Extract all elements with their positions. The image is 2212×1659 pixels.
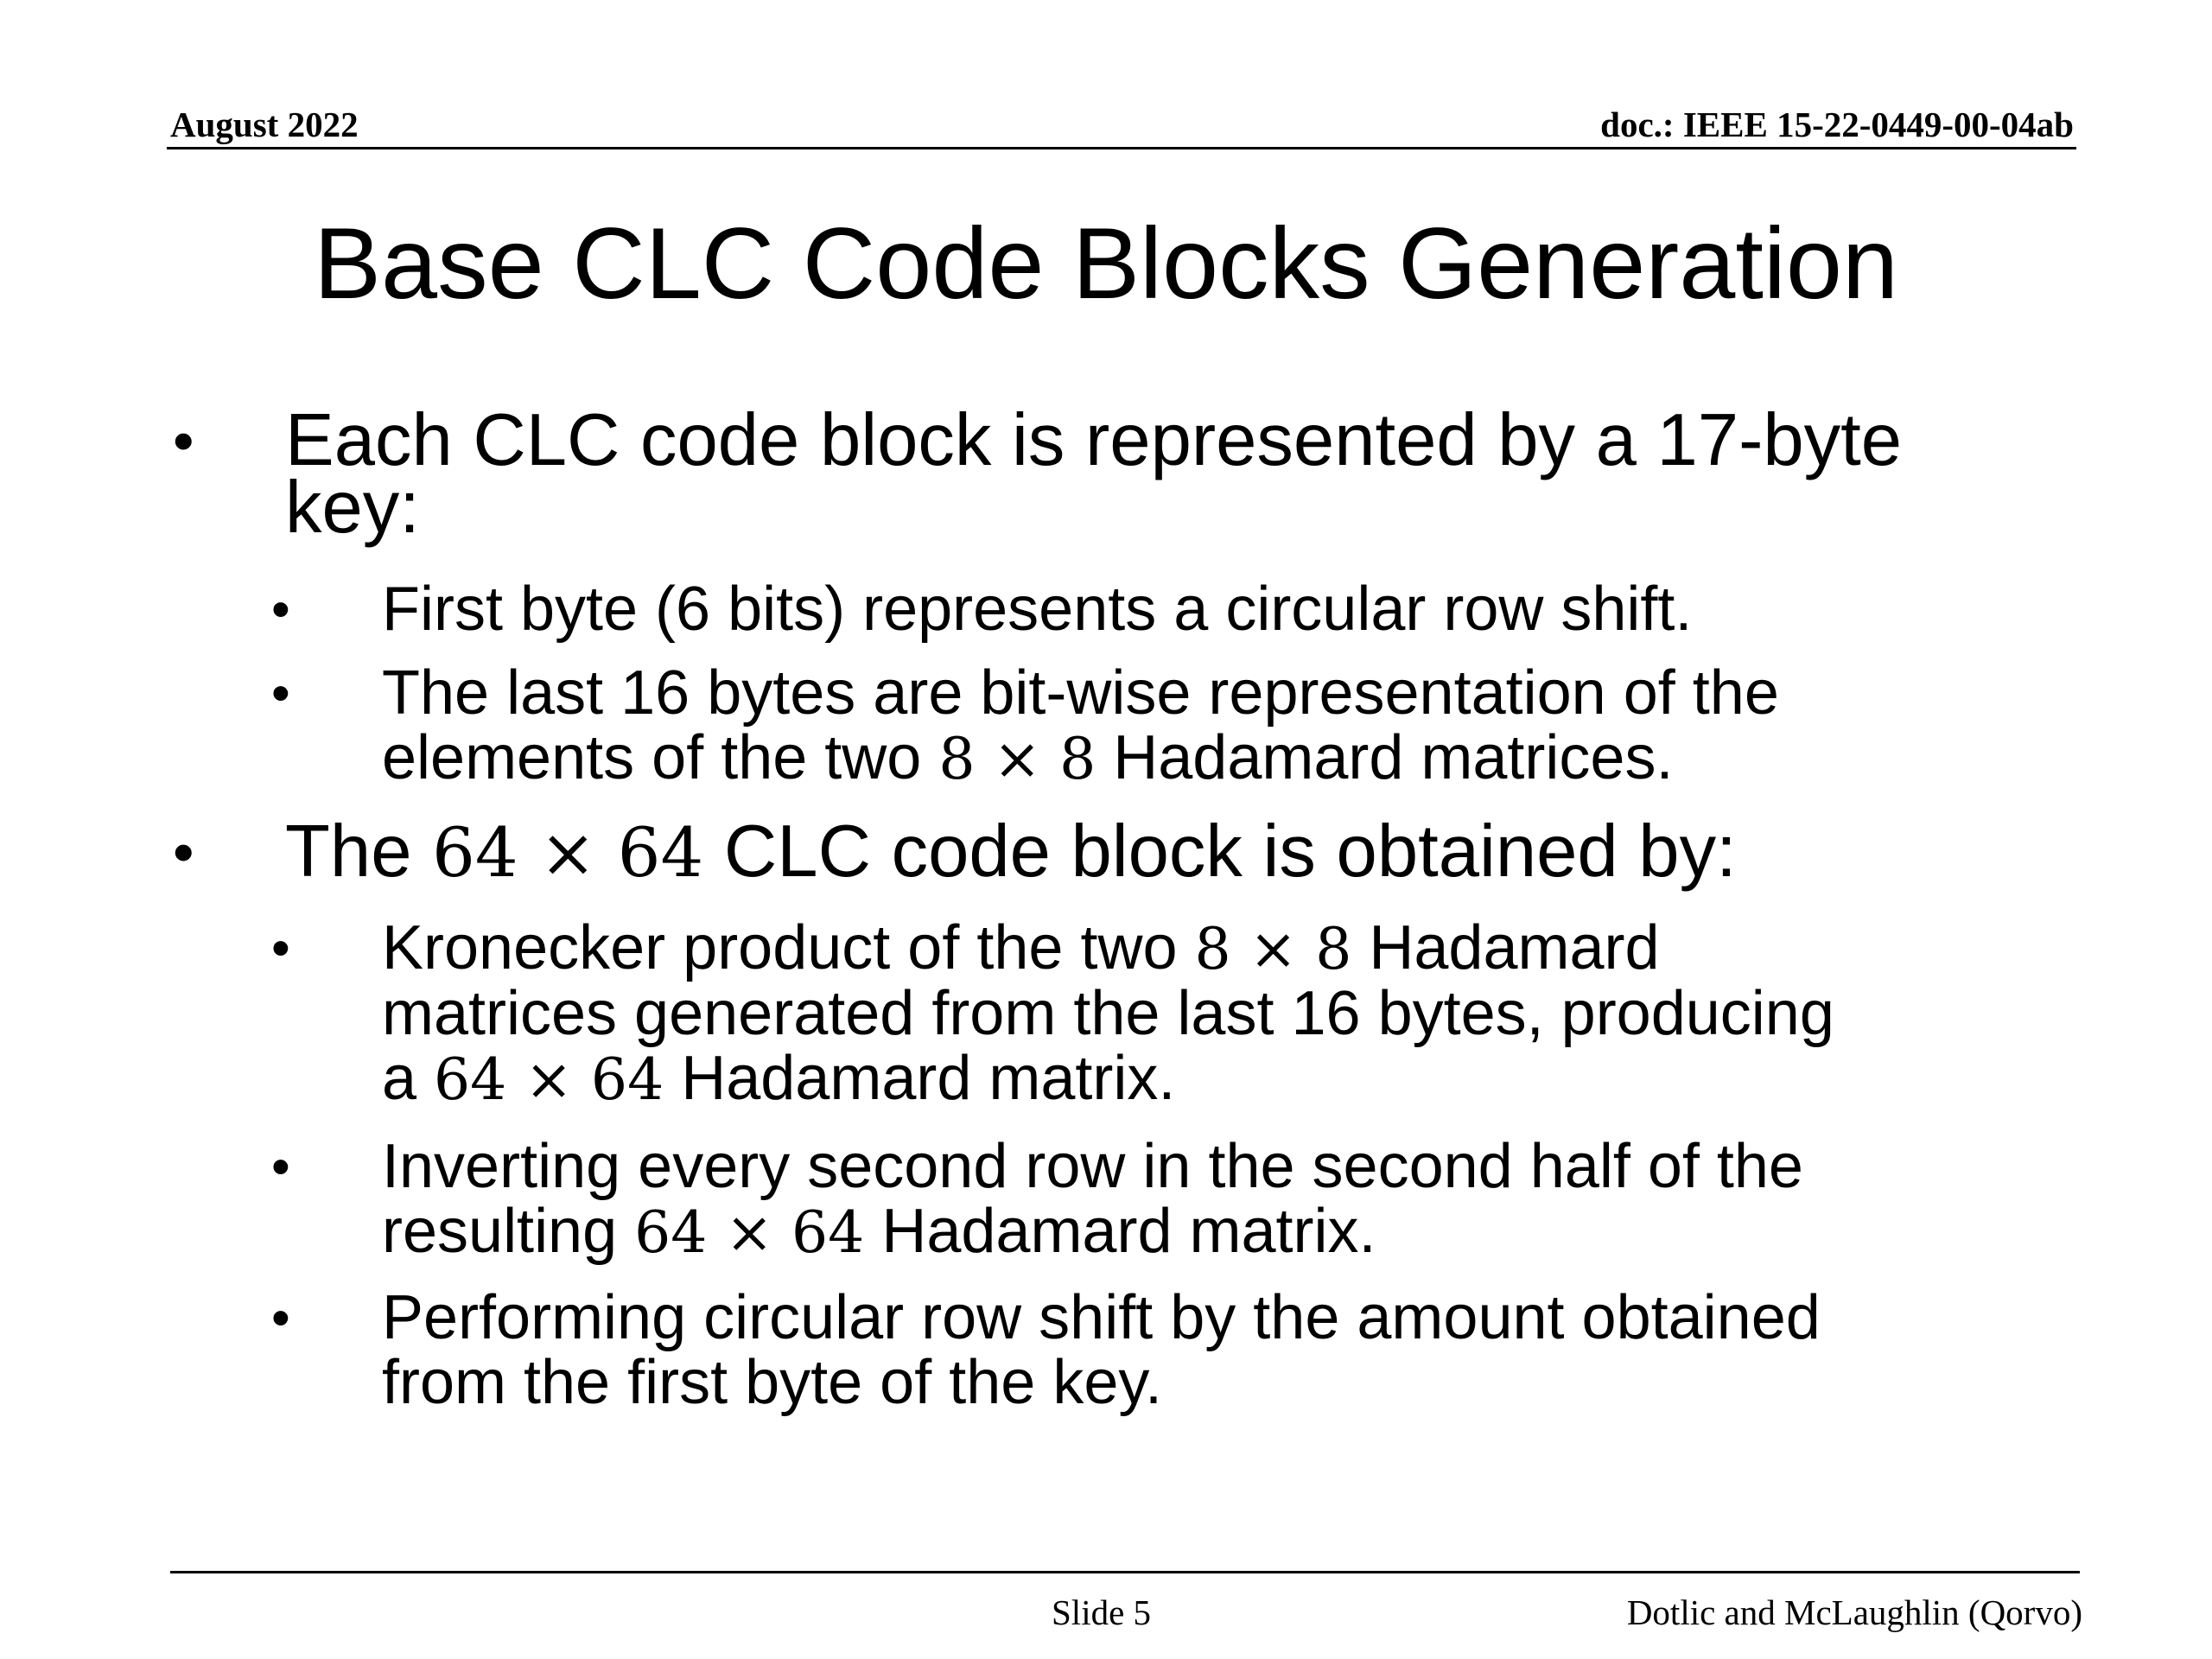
bullet-2-sub-1-line-3: a 64 × 64 Hadamard matrix. [382, 1044, 1176, 1113]
math-expression: 8 × 8 [1194, 916, 1352, 982]
bullet-1-sub-1 [271, 575, 1693, 644]
bullet-2-sub-3-line-2: from the first byte of the key. [382, 1348, 1163, 1417]
header-date: August 2022 [170, 105, 359, 144]
sub-bullet-dot: • [271, 580, 290, 639]
bullet-2-line-1: The 64 × 64 CLC code block is obtained by: [285, 810, 1737, 893]
bullet-2-sub-3-line-1: Performing circular row shift by the amount obtained [382, 1283, 1821, 1352]
bullet-2-sub-2-line-1: Inverting every second row in the second half of the [382, 1132, 1803, 1201]
bullet-1-line-2: key: [285, 467, 420, 549]
bullet-1-sub-1-line-1: First byte (6 bits) represents a circular row shift. [382, 575, 1693, 644]
sub-bullet-dot: • [271, 1137, 290, 1197]
sub-bullet-dot: • [271, 918, 290, 978]
bullet-2 [173, 810, 1737, 893]
math-expression: 8 × 8 [938, 726, 1096, 792]
bullet-dot: • [173, 818, 194, 886]
bullet-dot: • [173, 407, 194, 474]
bullet-1-sub-2-line-1: The last 16 bytes are bit-wise representation of the [382, 658, 1779, 728]
sub-bullet-dot: • [271, 664, 290, 723]
bullet-1-line-1: Each CLC code block is represented by a 17-byte [285, 399, 1903, 481]
slide-title: Base CLC Code Blocks Generation [314, 207, 1898, 320]
bullet-2-sub-1 [271, 913, 1834, 1113]
footer-rule [170, 1571, 2080, 1573]
bullet-2-sub-1-line-2: matrices generated from the last 16 bytes, producing [382, 979, 1834, 1048]
math-expression: 64 × 64 [634, 1199, 865, 1266]
bullet-1-sub-2-line-2: elements of the two 8 × 8 Hadamard matrices. [382, 723, 1674, 792]
bullet-2-sub-3 [271, 1283, 1821, 1417]
bullet-1-sub-2 [271, 658, 1779, 792]
bullet-1 [173, 399, 1903, 549]
footer-author: Dotlic and McLaughlin (Qorvo) [1626, 1592, 2082, 1632]
header-doc-id: doc.: IEEE 15-22-0449-00-04ab [1600, 105, 2074, 144]
sub-bullet-dot: • [271, 1288, 290, 1348]
math-expression: 64 × 64 [432, 814, 704, 893]
bullet-2-sub-2 [271, 1132, 1803, 1266]
bullet-2-sub-1-line-1: Kronecker product of the two 8 × 8 Hadamard [382, 913, 1660, 982]
math-expression: 64 × 64 [434, 1046, 664, 1113]
footer-slide-number: Slide 5 [1052, 1592, 1152, 1632]
bullet-2-sub-2-line-2: resulting 64 × 64 Hadamard matrix. [382, 1197, 1376, 1266]
